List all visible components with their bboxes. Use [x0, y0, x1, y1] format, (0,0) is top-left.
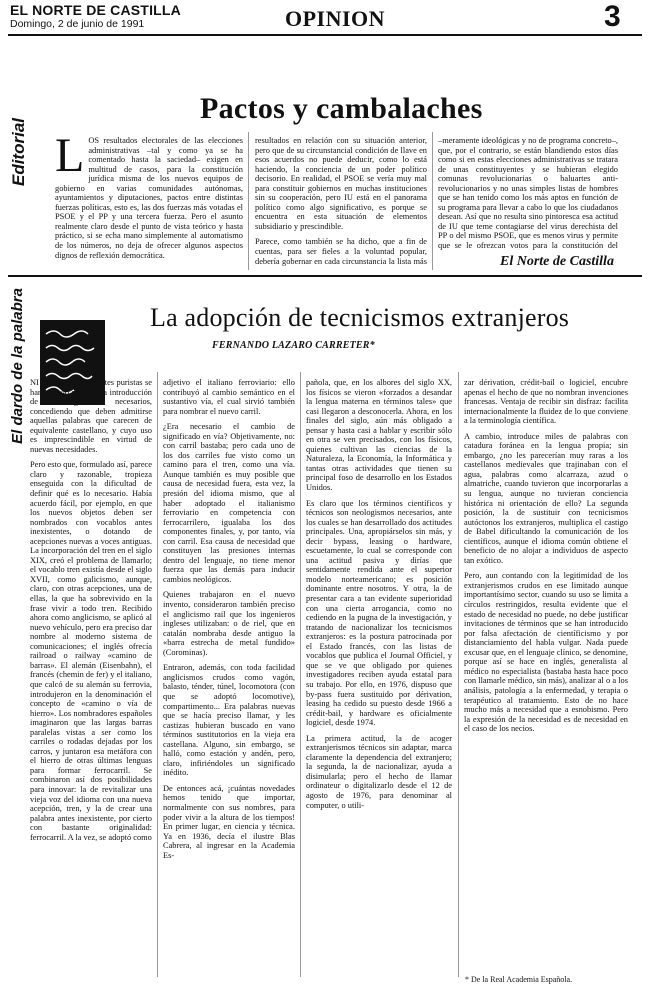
section-rule: [8, 275, 642, 277]
top-rule: [8, 34, 642, 36]
column-divider: [432, 132, 433, 270]
editorial-column-2: [255, 136, 427, 266]
column-label: El dardo de la palabra: [9, 288, 26, 444]
article-paragraph: Entraron, además, con toda facilidad anglicismos crudos como vagón, balasto, ténder, túnel, locomotora (con que se adoptó locomotive), compartimento... Era palabras nuevas que se hacía preciso llamar, y les castizas hubieran buscado en vano términos sustitutorios en la vieja era castellana. Alguno, sin embargo, se halló, como estación y andén, pero, claro, infiriéndoles un significado inédito.: [163, 663, 295, 778]
page-number: 3: [604, 0, 621, 33]
article-title: La adopción de tecnicismos extranjeros: [150, 303, 570, 332]
editorial-label: Editorial: [9, 118, 28, 187]
article-paragraph: Pero esto que, formulado así, parece claro y razonable, tropieza enseguida con la dificultad de definir qué es lo necesario. Había acuerdo fácil, por ejemplo, en que los nuevos objetos deben ser nombrados con vocablos antes inexistentes, o dotando de acepciones nuevas a voces antiguas. La incorporación del tren en el siglo XIX, creó el problema de llamarlo; el vocablo tren existía desde el siglo XVII, como galicismo, aunque, claro, con otras acepciones, una de ellas, la que ha sobrevivido en la frase vivir a todo tren. Recibido ahora como anglicismo, se aplicó al nuevo vehículo, pero era preciso dar nombre al moderno sistema de comunicaciones; el inglés ofrecía railroad o railway «camino de barras». El alemán (Eisenbahn), el francés (chemin de fer) y el italiano, que calcó de su alemán su ferrovia, introdujeron en la denominación el concepto de «camino o vía de hierro». Los nombradores españoles imaginaron que las largas barras paralelas vistas a ser como los carriles o rodadas dejadas por los carros, y juntaron esa metáfora con el hierro de otras últimas lenguas para formar ferrocarril. Se combinaron así dos posibilidades para innovar: la de revitalizar una vieja voz del idioma con una nueva acepción, tren, y la de crear una palabra antes inexistente, por cierto con bastante originalidad: ferrocarril. A la vez, se adoptó como: [30, 460, 152, 842]
editorial-dropcap: L: [55, 136, 85, 182]
article-byline: FERNANDO LAZARO CARRETER*: [212, 340, 375, 351]
article-paragraph: A cambio, introduce miles de palabras con catadura foránea en la lengua propia; sin embargo, ¿no les parecerían muy raras a los castellanos medievales que trajinaban con el agua, palabras como alcarraza, azud o almatriche, cuando tuvieron que incorporarlas a su lengua, aunque no tuvieran conciencia histórica ni orientación de ello? La segunda posición, la de sustituir con tecnicismos autóctonos los extranjeros, multiplica el castigo de Babel dificultando la comunicación de los científicos, aunque el idioma común obtiene el beneficio de no alojar a individuos de aspecto tan exótico.: [464, 431, 628, 565]
editorial-title: Pactos y cambalaches: [200, 92, 483, 125]
article-paragraph: La primera actitud, la de acoger extranjerismos técnicos sin adaptar, marca claramente la dependencia del extranjero; la segunda, la de nacionalizar, ayuda a disimularla; pero el hecho de llamar ordinateur o digitalizarlo desde el 12 de agosto de 1976, para denominar al computer, o utili-: [306, 733, 452, 810]
article-paragraph: Es claro que los términos científicos y técnicos son neologismos necesarios, ante los cuales se han desarrollado dos actitudes principales. Una, apropiárselos sin más, y decir bypass, leasing o hardware, escuetamente, lo cual se corresponde con una actitud pasiva y dirías que sentidamente rendida ante el superior modelo norteamericano; es posición dominante entre nosotros. Y otra, la de presentar cara a tan evidente superioridad con una cierta arrogancia, como no cediendo en la pugna de la investigación, y tratando de nacionalizar los tecnicismos extranjeros: es la postura patrocinada por el Estado francés, con las listas de vocablos que publica el Journal Officiel, y que se ve que obligado por quienes investigadores reciben ayuda estatal para su trabajo. Por ello, en 1976, dispuso que by-pass fuera sustituido por dérivation, leasing ha cedido su puesto desde 1966 a crédit-bail, y hardware es oficialmente logiciel, desde 1974.: [306, 498, 452, 728]
column-divider: [248, 132, 249, 270]
editorial-paragraph: Parece, como también se ha dicho, que a fin de cuentas, para ser fieles a la voluntad popular, debería gobernar en cada circunstancia la lista más: [255, 237, 427, 266]
article-column-4: [464, 378, 628, 970]
article-column-2: [163, 378, 295, 974]
publication-date: Domingo, 2 de junio de 1991: [10, 18, 145, 30]
article-column-3: [306, 378, 452, 974]
editorial-paragraph: –meramente ideológicas y no de programa concreto–, que, por el contrario, se están blandiendo estos días como si en estas elecciones administrativas se tratara de unas constituyentes y se hubieran elegido comunas revolucionarias o baluartes anti-revolucionarios y no unas simples listas de hombres que se han tenido como los más aptos en función de su programa para llevar a cabo lo que los ciudadanos desean. Así que no resulta sino pintoresca esa actitud de IU que teme contagiarse del virus derechista del PP o del mismo PSOE, que es menos virus y permite que se le ofrezcan votos para la constitución del: [438, 136, 618, 251]
footnote: * De la Real Academia Española.: [465, 975, 573, 984]
newspaper-signature: El Norte de Castilla: [500, 254, 614, 269]
column-divider: [458, 372, 459, 977]
section-title: OPINION: [285, 6, 386, 31]
editorial-paragraph: OS resultados electorales de las elecciones administrativas –tal y como ya se ha comentado hasta la saciedad– exigen en multitud de casos, para la constitución jurídica misma de los nuevos equipos de gobierno en varias comunidades autónomas, ayuntamientos y diputaciones, pactos entre distintas fuerzas políticas, esto es, las dos fuerzas más votadas el PSOE y el PP y una tercera fuerza. Pero el asunto realmente claro desde el punto de vista teórico y hasta práctico, si se echa mano simplemente al automatismo de los números, no deja de ofrecer algunos aspectos dignos de reflexión democrática.: [55, 136, 243, 260]
newspaper-name: EL NORTE DE CASTILLA: [10, 2, 181, 18]
column-divider: [300, 372, 301, 977]
article-paragraph: Pero, aun contando con la legitimidad de los extranjerismos crudos en ese limitado aunque importantísimo sector, cuando su uso se limita a círculos restringidos, resulta evidente que el estado de necesidad no puede, no debe justificar invitaciones de términos que se han introducido por falsa afectación de científicismo y por distanciamiento del habla vulgar. Nada puede excusar que, en el lenguaje clínico, se denomine, porque así se hace en inglés, generalista al médico no especialista (bastaba hasta hace poco con llamarle médico, sin más), analizar al o a los análisis, patología a la enfermedad, y terapia o terapéutico al tratamiento. Esto de no hace mucho más a necesidad que a esnobismo. Pero la expresión de la necesidad es de necesidad en el caso de los necios.: [464, 571, 628, 734]
column-divider: [157, 372, 158, 977]
article-paragraph: zar dérivation, crédit-bail o logiciel, encubre apenas el hecho de que no nombran invenciones francesas. Ventaja de recibir sin disfraz: facilita internacionalmente la fluidez de lo que conviene a la terminología científica.: [464, 378, 628, 426]
article-paragraph: De entonces acá, ¡cuántas novedades hemos tenido que importar, normalmente con sus nombres, para poder vivir a la altura de los tiempos! En primer lugar, en ciencia y técnica. Ya en 1936, decía el ilustre Blas Cabrera, al ingresar en la Academia Es-: [163, 783, 295, 860]
editorial-column-3: [438, 136, 618, 252]
article-paragraph: pañola, que, en los albores del siglo XX, los físicos se vieron «forzados a desandar la lengua materna en términos tales» que casi llegaron a desconocerla. Ahora, en los finales del siglo, aún más obligado a pensar y hasta casi a hablar y escribir sólo en otra se ven precisados, con los físicos, quienes cultivan las ciencias de la Naturaleza, la Economía, la Informática y tantas otras actividades que tienen su principal foso de desarrollo en los Estados Unidos.: [306, 378, 452, 493]
article-paragraph: adjetivo el italiano ferroviario: ello contribuyó al cambio semántico en el sustantivo vía, el cual sirvió también para nombrar el nuevo carril.: [163, 378, 295, 416]
editorial-paragraph: resultados en relación con su situación anterior, pero que de su circunstancial condición de llave en esos acuerdos no puede deducir, como lo está haciendo, la conciencia de un poder político decisorio. En realidad, el PSOE se vería muy mal para constituir gobiernos en muchas instituciones sin su cooperación, pero IU está en el panorama político como algo significativo, es porque se encuentra en esta situación de elementos subsidiario y prescindible.: [255, 136, 427, 231]
article-paragraph: NI los más recalcitrantes puristas se han negado nunca a la introducción de neologismos necesarios, concediendo que deben admitirse aquellas palabras que carecen de equivalente castellano, y cuyo uso es imprescindible en virtud de nuevas necesidades.: [30, 378, 152, 454]
editorial-column-1: [55, 136, 243, 266]
article-paragraph: ¿Era necesario el cambio de significado en vía? Objetivamente, no: con carril bastaba; pero cada uno de los dos carriles fue visto como un camino para el tren, como una vía. Aunque también es muy posible que causa de necesidad fuera, esta vez, la presión del idioma mismo, que al haber adoptado el italianismo ferroviario en competencia con ferrocarrilero, igualaba los dos componentes finales, y, por tanto, vía con carril. Esa causa de necesidad que constituyen las presiones internas dentro del lenguaje, no tiene menor fuerza que las demás para inducir cambios neológicos.: [163, 422, 295, 584]
article-paragraph: Quienes trabajaron en el nuevo invento, consideraron también preciso el anglicismo rail que los ingenieros ingleses utilizaban: o de riel, que en catalán nombraba desde antiguo la «barra estrecha de metal fundido» (Corominas).: [163, 590, 295, 657]
article-column-1: [30, 378, 152, 974]
